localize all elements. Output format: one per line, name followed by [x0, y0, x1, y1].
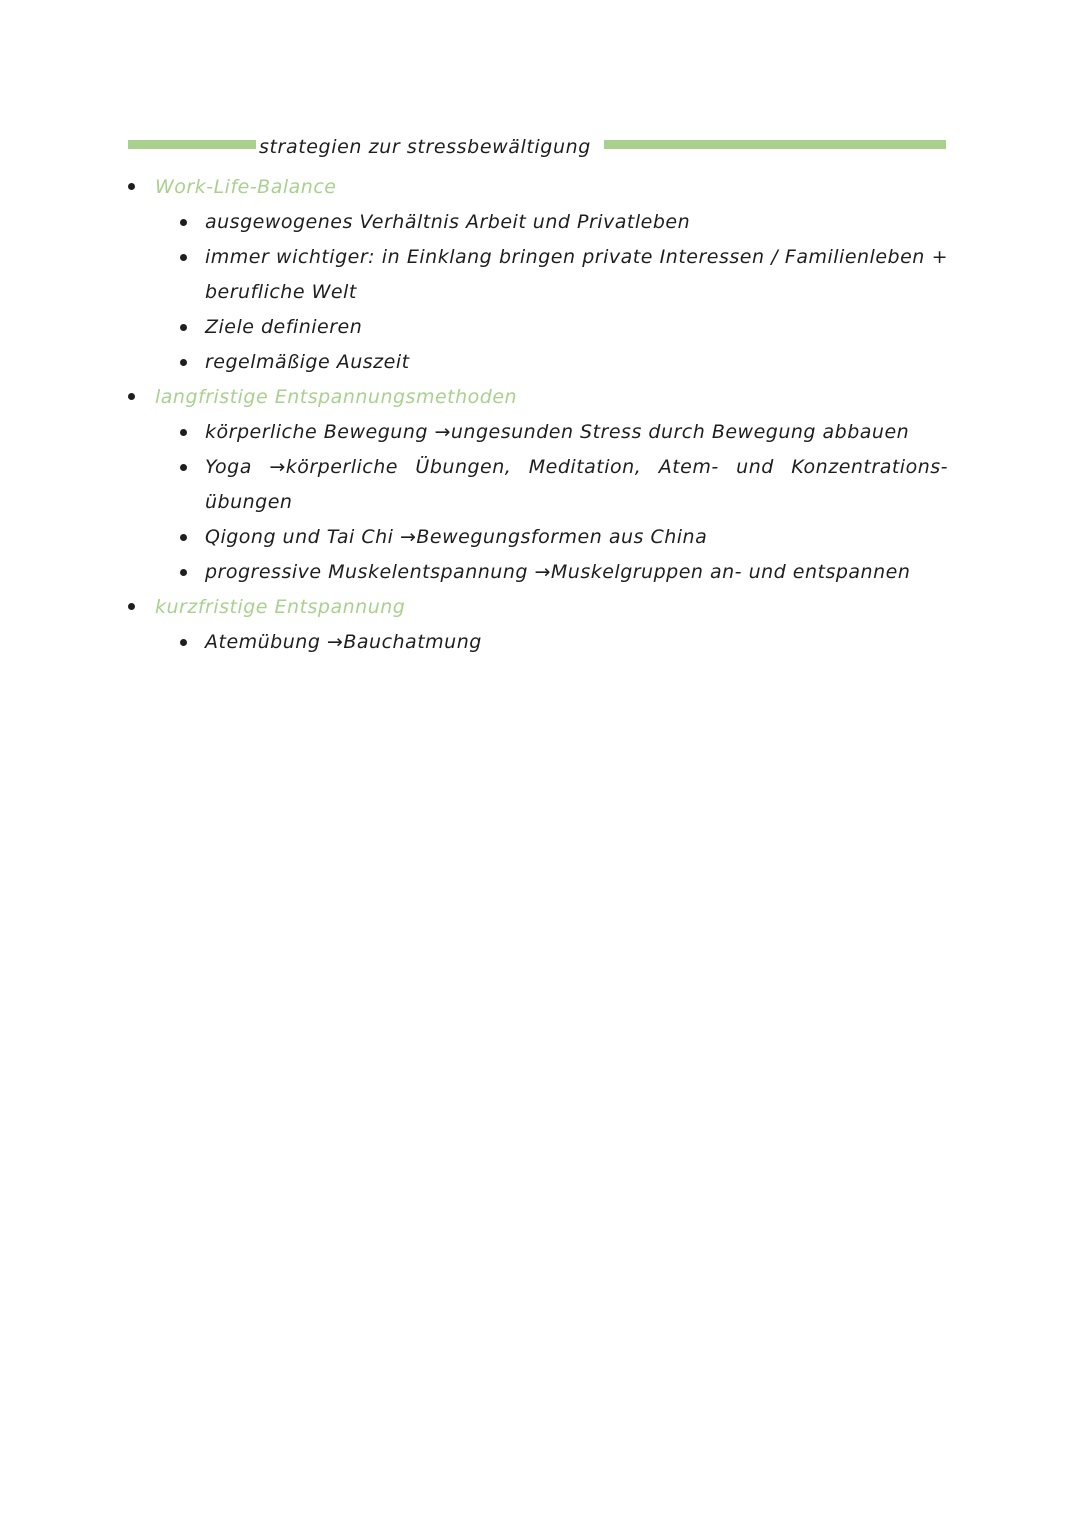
bullet-icon	[128, 183, 135, 190]
list-item	[153, 625, 958, 660]
list-item-text: Ziele definieren	[205, 316, 363, 338]
bullet-icon	[180, 359, 187, 366]
bullet-icon	[180, 639, 187, 646]
list-item-continuation: übungen	[205, 491, 293, 513]
list-item-text: ausgewogenes Verhältnis Arbeit und Privatleben	[205, 211, 691, 233]
section-long-term-relaxation	[128, 380, 958, 590]
section-title: kurzfristige Entspannung	[155, 596, 406, 618]
bullet-icon	[180, 324, 187, 331]
list-item-text: Atemübung →Bauchatmung	[205, 631, 482, 653]
bullet-icon	[180, 569, 187, 576]
heading-bar-left	[128, 140, 256, 149]
list-item	[153, 520, 958, 555]
section-work-life-balance	[128, 170, 958, 380]
bullet-icon	[128, 393, 135, 400]
list-item-continuation: berufliche Welt	[205, 281, 357, 303]
bullet-icon	[180, 429, 187, 436]
list-item-text: Yoga →körperliche Übungen, Meditation, Atem- und Konzentrations-	[205, 456, 948, 478]
section-items	[155, 205, 958, 380]
list-item-text: Qigong und Tai Chi →Bewegungsformen aus China	[205, 526, 708, 548]
section-title: Work-Life-Balance	[155, 176, 337, 198]
section-items	[155, 415, 958, 590]
heading-bar-right	[604, 140, 946, 149]
bullet-icon	[180, 534, 187, 541]
list-item-text: regelmäßige Auszeit	[205, 351, 410, 373]
list-item	[153, 450, 958, 520]
section-items	[155, 625, 958, 660]
section-short-term-relaxation	[128, 590, 958, 660]
heading-row	[128, 134, 946, 164]
list-item	[153, 205, 958, 240]
bullet-icon	[180, 464, 187, 471]
list-item	[153, 240, 958, 310]
list-item-text: progressive Muskelentspannung →Muskelgruppen an- und entspannen	[205, 561, 911, 583]
list-item-text: körperliche Bewegung →ungesunden Stress durch Bewegung abbauen	[205, 421, 910, 443]
list-item	[153, 345, 958, 380]
list-item	[153, 310, 958, 345]
page-heading: strategien zur stressbewältigung	[259, 136, 591, 158]
list-item-text: immer wichtiger: in Einklang bringen private Interessen / Familienleben +	[205, 246, 948, 268]
bullet-icon	[180, 219, 187, 226]
bullet-icon	[180, 254, 187, 261]
strategy-outline	[128, 170, 958, 660]
list-item	[153, 415, 958, 450]
bullet-icon	[128, 603, 135, 610]
section-title: langfristige Entspannungsmethoden	[155, 386, 518, 408]
list-item	[153, 555, 958, 590]
